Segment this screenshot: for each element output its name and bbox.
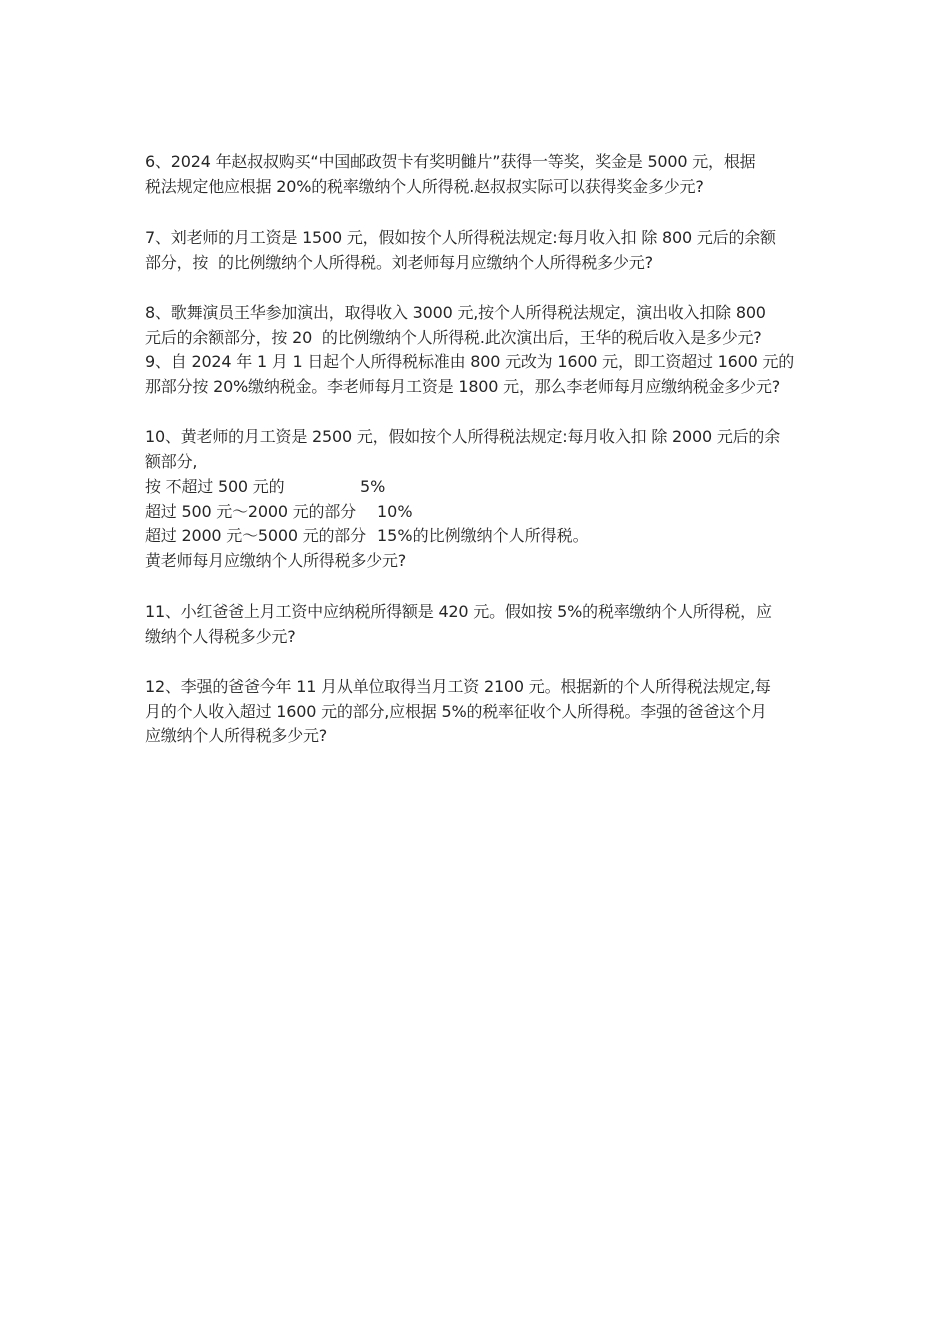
- question-12-line-2: 月的个人收入超过 1600 元的部分,应根据 5%的税率征收个人所得税。李强的爸爸这个月: [145, 702, 767, 721]
- tax-tier-2-label: 超过 500 元～2000 元的部分: [145, 502, 356, 521]
- tax-tier-1-rate: 5%: [360, 477, 386, 496]
- question-6-line-2: 税法规定他应根据 20%的税率缴纳个人所得税.赵叔叔实际可以获得奖金多少元?: [145, 177, 704, 196]
- question-7-line-2: 部分，按 的比例缴纳个人所得税。刘老师每月应缴纳个人所得税多少元?: [145, 253, 653, 272]
- question-10-question: 黄老师每月应缴纳个人所得税多少元?: [145, 551, 407, 570]
- question-8-line-2: 元后的余额部分，按 20 的比例缴纳个人所得税.此次演出后，王华的税后收入是多少元?: [145, 328, 762, 347]
- question-12-line-1: 12、李强的爸爸今年 11 月从单位取得当月工资 2100 元。根据新的个人所得税法规定,每: [145, 677, 771, 696]
- tax-tier-3-rate: 15%的比例缴纳个人所得税。: [377, 526, 589, 545]
- question-11-line-2: 缴纳个人得税多少元?: [145, 627, 296, 646]
- question-12-line-3: 应缴纳个人所得税多少元?: [145, 726, 328, 745]
- question-11-line-1: 11、小红爸爸上月工资中应纳税所得额是 420 元。假如按 5%的税率缴纳个人所得税，应: [145, 602, 772, 621]
- tax-tier-1-label: 按 不超过 500 元的: [145, 477, 285, 496]
- question-7-line-1: 7、刘老师的月工资是 1500 元，假如按个人所得税法规定:每月收入扣 除 800 元后的余额: [145, 228, 776, 247]
- question-8-line-1: 8、歌舞演员王华参加演出，取得收入 3000 元,按个人所得税法规定，演出收入扣除 800: [145, 303, 766, 322]
- question-10-line-2: 额部分,: [145, 452, 198, 471]
- question-6-line-1: 6、2024 年赵叔叔购买“中国邮政贺卡有奖明雠片”获得一等奖，奖金是 5000 元，根据: [145, 152, 756, 171]
- tax-tier-2-rate: 10%: [377, 502, 413, 521]
- question-10-line-1: 10、黄老师的月工资是 2500 元，假如按个人所得税法规定:每月收入扣 除 2000 元后的余: [145, 427, 781, 446]
- tax-tier-3-label: 超过 2000 元～5000 元的部分: [145, 526, 366, 545]
- question-9-line-2: 那部分按 20%缴纳税金。李老师每月工资是 1800 元，那么李老师每月应缴纳税金多少元?: [145, 377, 781, 396]
- question-9-line-1: 9、自 2024 年 1 月 1 日起个人所得税标准由 800 元改为 1600 元，即工资超过 1600 元的: [145, 352, 795, 371]
